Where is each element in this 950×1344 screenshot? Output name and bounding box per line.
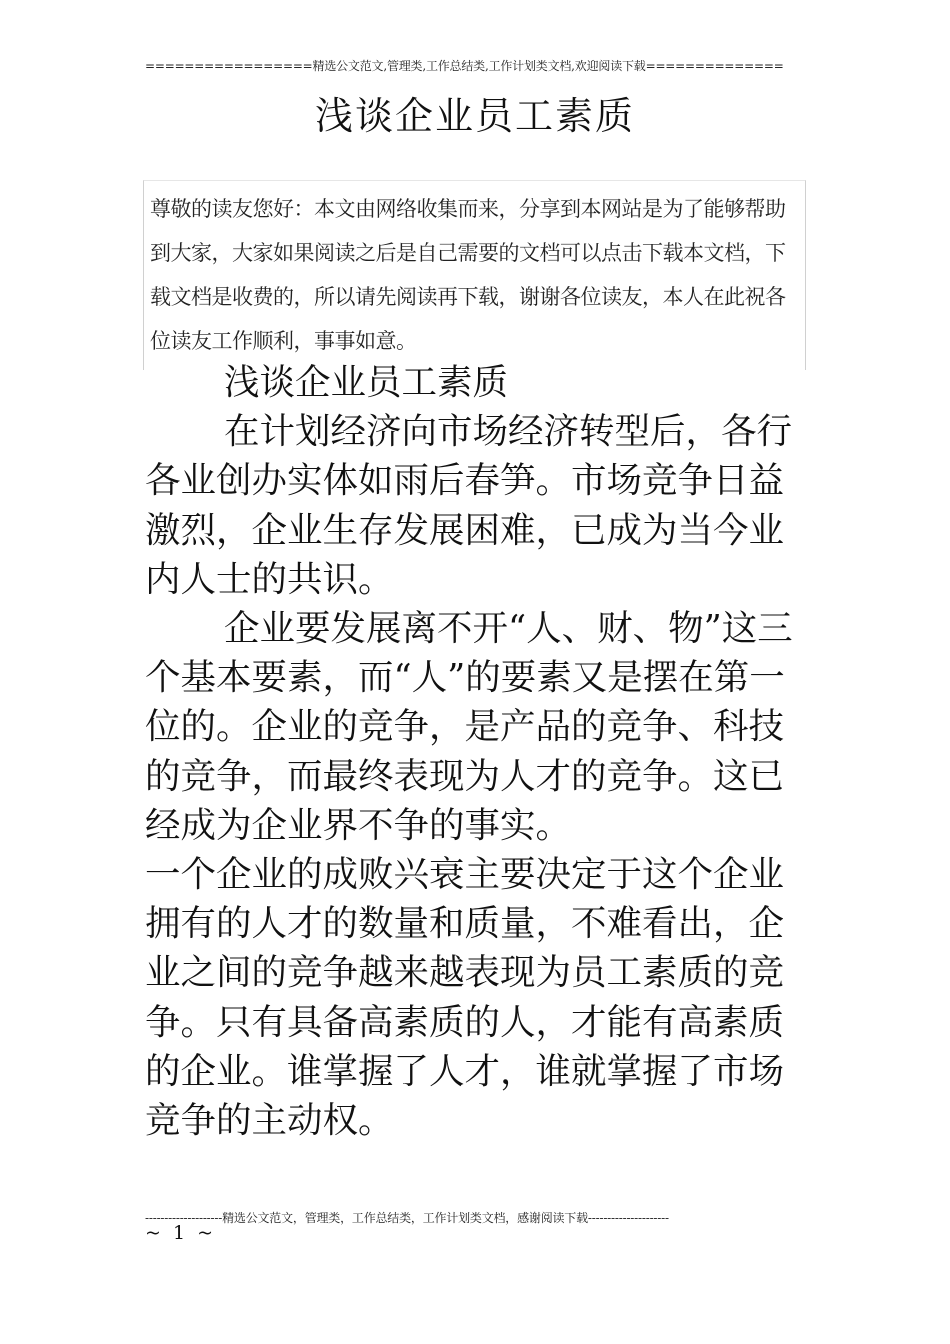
- header-banner: =================精选公文范文,管理类,工作总结类,工作计划类文档,欢迎阅读下载==============: [145, 59, 784, 73]
- page-number: ~ 1 ~: [145, 1222, 217, 1244]
- document-title: 浅谈企业员工素质: [314, 94, 635, 138]
- reader-notice-text: 尊敬的读友您好：本文由网络收集而来，分享到本网站是为了能够帮助到大家，大家如果阅读之后是自己需要的文档可以点击下载本文档，下载文档是收费的，所以请先阅读再下载，谢谢各位读友，本人在此祝各位读友工作顺利，事事如意。: [150, 197, 786, 353]
- body-subtitle: 浅谈企业员工素质: [224, 362, 509, 403]
- reader-notice-box: [143, 180, 806, 370]
- body-paragraph: 企业要发展离不开“人、财、物”这三个基本要素，而“人”的要素又是摆在第一位的。企业的竞争，是产品的竞争、科技的竞争，而最终表现为人才的竞争。这已经成为企业界不争的事实。: [145, 608, 793, 846]
- body-paragraph: 一个企业的成败兴衰主要决定于这个企业拥有的人才的数量和质量，不难看出，企业之间的竞争越来越表现为员工素质的竞争。只有具备高素质的人，才能有高素质的企业。谁掌握了人才，谁就掌握了市场竞争的主动权。: [145, 854, 785, 1142]
- document-body: [145, 358, 815, 1145]
- footer-banner: --------------------精选公文范文，管理类，工作总结类，工作计划类文档，感谢阅读下载---------------------: [145, 1211, 669, 1225]
- body-paragraph: 在计划经济向市场经济转型后，各行各业创办实体如雨后春笋。市场竞争日益激烈，企业生存发展困难，已成为当今业内人士的共识。: [145, 411, 793, 600]
